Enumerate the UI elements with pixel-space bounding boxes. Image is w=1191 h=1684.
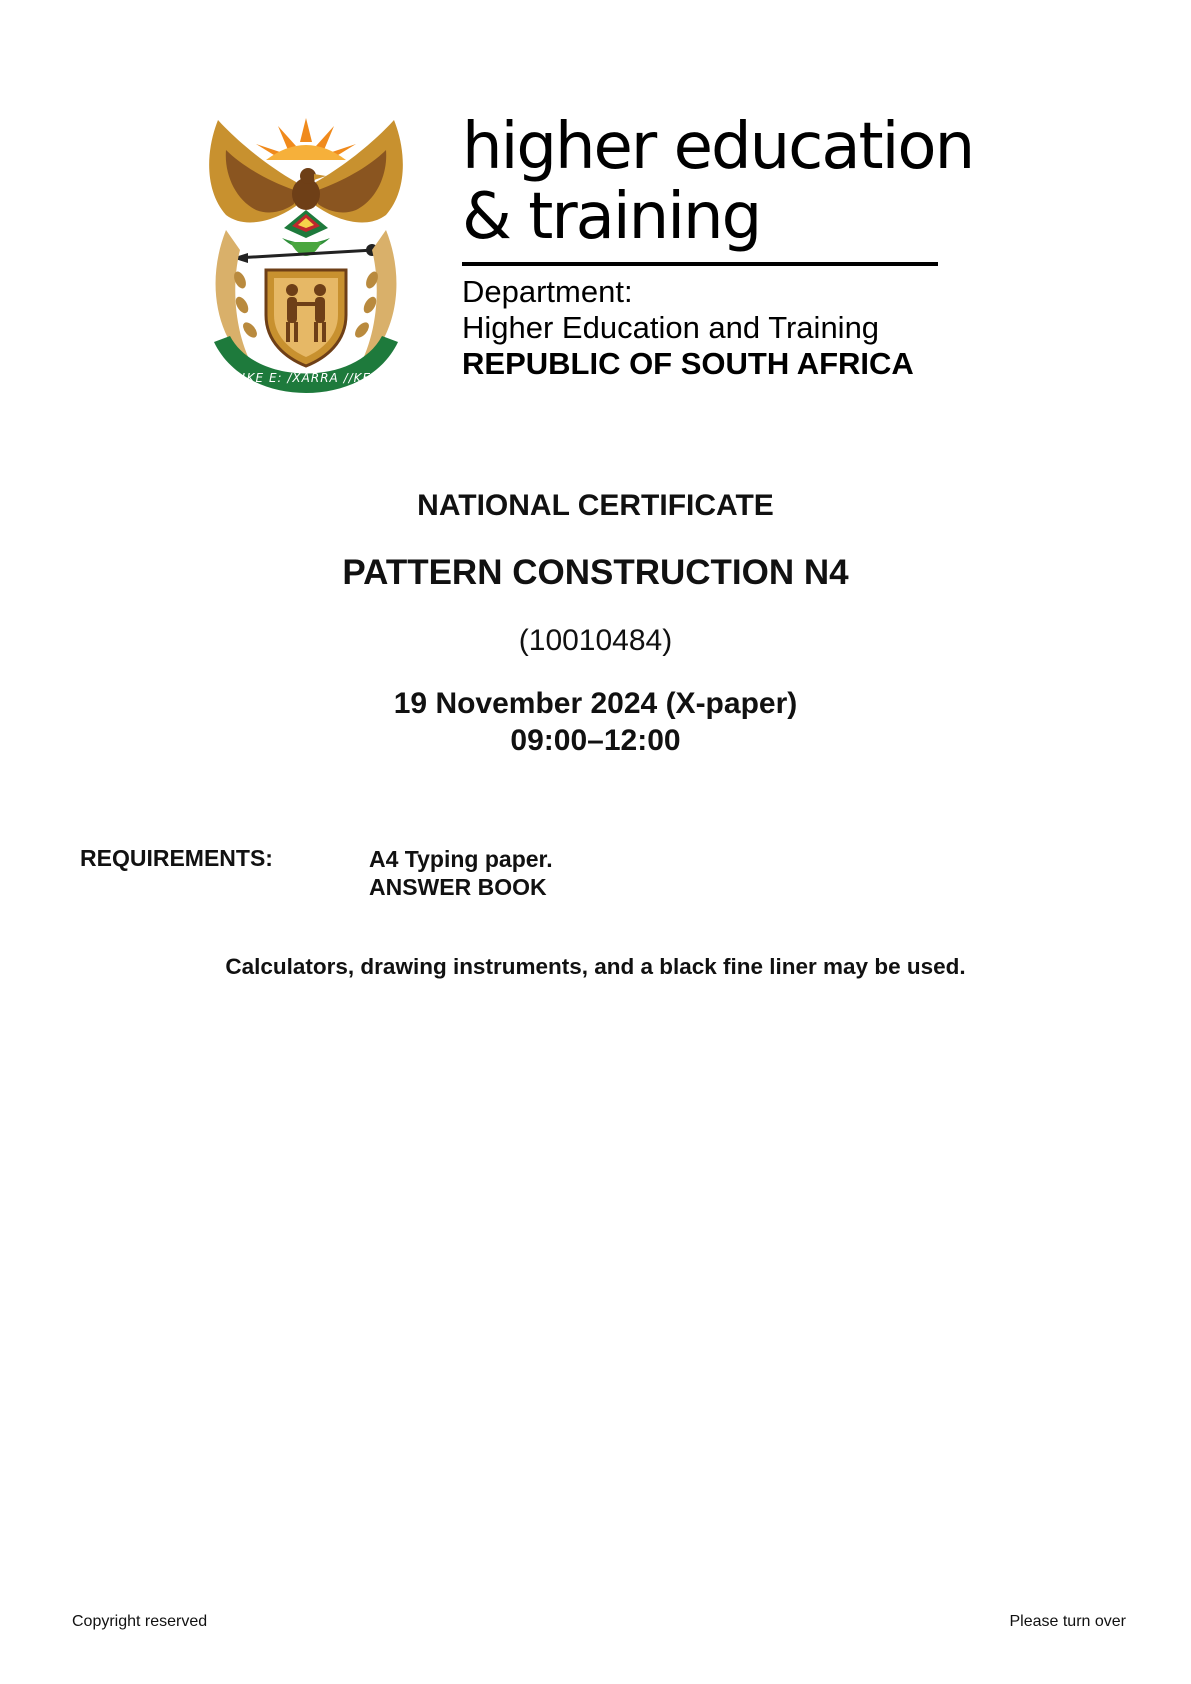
certificate-title: NATIONAL CERTIFICATE xyxy=(417,489,774,522)
requirement-item: ANSWER BOOK xyxy=(369,874,547,900)
logo-motto: !KE E: /XARRA //KE xyxy=(240,371,372,385)
brand-divider xyxy=(462,262,938,266)
exam-time: 09:00–12:00 xyxy=(510,724,681,757)
brand-wordmark xyxy=(462,110,974,254)
subject-code: (10010484) xyxy=(518,624,673,657)
department-block xyxy=(462,274,982,382)
coat-of-arms-logo xyxy=(196,110,416,400)
requirement-item: A4 Typing paper. xyxy=(369,846,553,872)
country-name: REPUBLIC OF SOUTH AFRICA xyxy=(462,346,914,381)
footer-copyright: Copyright reserved xyxy=(72,1613,208,1630)
subject-title: PATTERN CONSTRUCTION N4 xyxy=(342,553,849,592)
department-label: Department: xyxy=(462,274,633,309)
requirements-label: REQUIREMENTS: xyxy=(80,845,273,871)
department-name: Higher Education and Training xyxy=(462,310,880,345)
exam-date: 19 November 2024 (X-paper) xyxy=(393,687,798,720)
brand-line-1: higher education xyxy=(462,110,974,184)
footer-turn-over: Please turn over xyxy=(1009,1613,1126,1630)
brand-line-2: & training xyxy=(462,180,761,254)
requirements-list xyxy=(369,845,553,901)
instructions-text: Calculators, drawing instruments, and a black fine liner may be used. xyxy=(225,954,966,979)
